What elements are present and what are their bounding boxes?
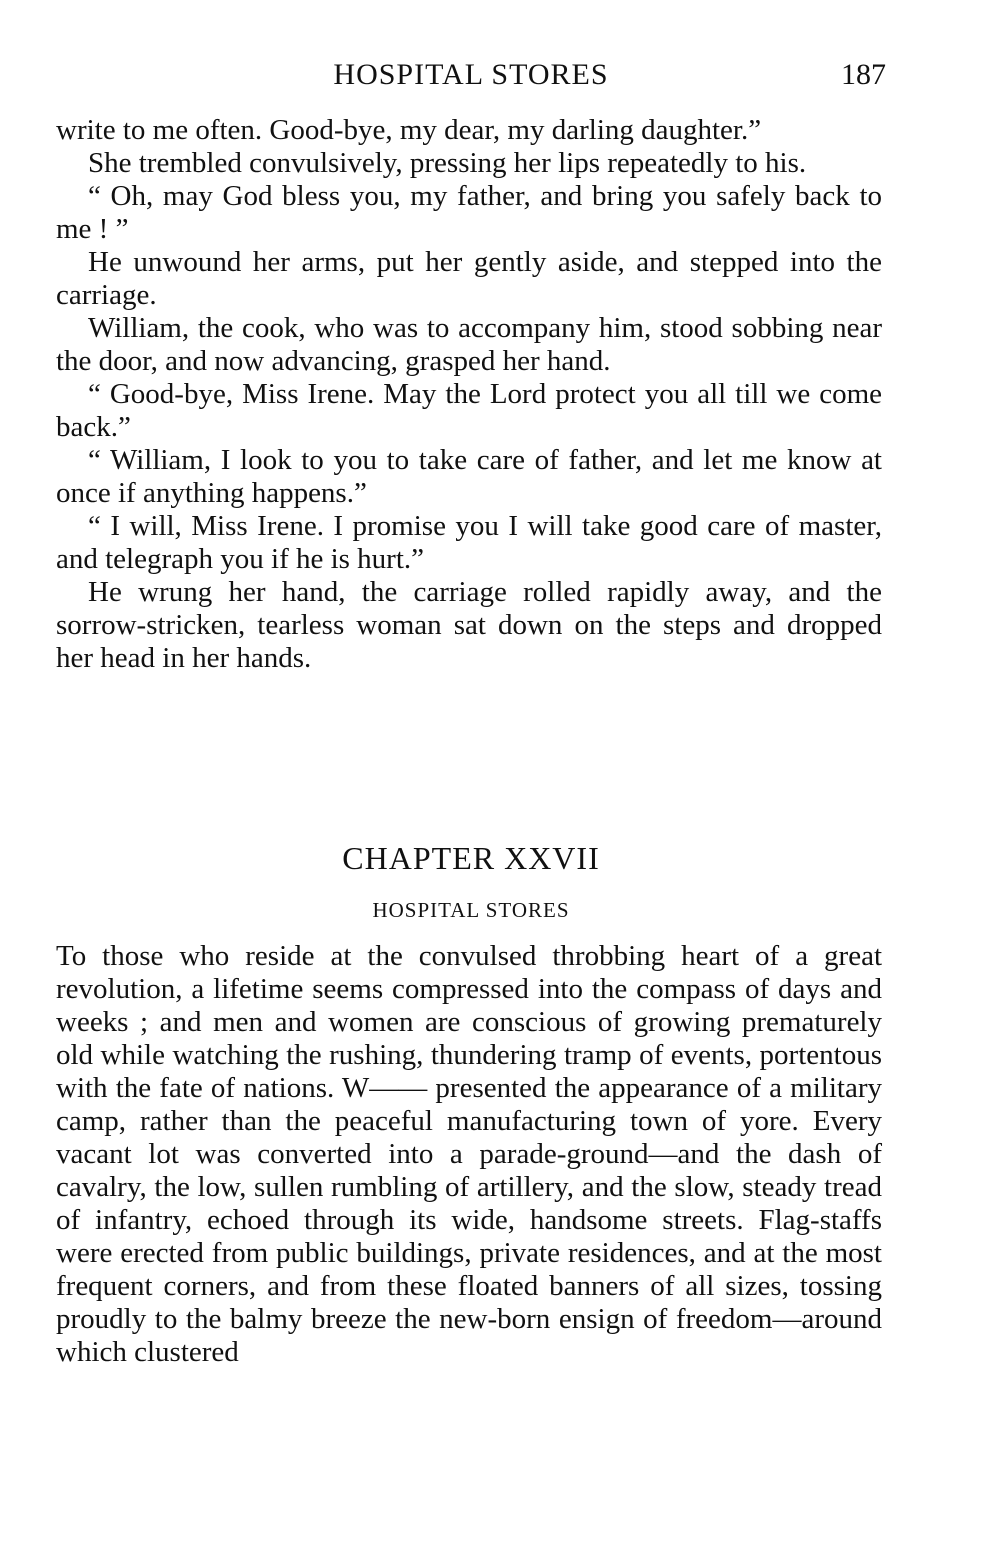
paragraph: “ I will, Miss Irene. I promise you I will take good care of master, and telegraph you if he is hurt.” xyxy=(56,510,882,575)
previous-chapter-text xyxy=(56,114,882,675)
chapter-subtitle: HOSPITAL STORES xyxy=(372,898,570,922)
running-title: HOSPITAL STORES xyxy=(333,58,609,91)
page-number: 187 xyxy=(841,58,886,91)
paragraph: William, the cook, who was to accompany him, stood sobbing near the door, and now advancing, grasped her hand. xyxy=(56,312,882,377)
paragraph: She trembled convulsively, pressing her lips repeatedly to his. xyxy=(88,147,807,179)
chapter-heading: CHAPTER XXVII xyxy=(342,840,600,876)
paragraph: “ Good-bye, Miss Irene. May the Lord protect you all till we come back.” xyxy=(56,378,882,443)
paragraph: He unwound her arms, put her gently aside, and stepped into the carriage. xyxy=(56,246,882,311)
chapter-opening-paragraph: To those who reside at the convulsed throbbing heart of a great revolution, a lifetime seems compressed into the compass of days and weeks ; and men and women are conscious of growing prematurely old while watching the rushing, thundering tramp of events, portentous with the fate of nations. W—— presented the appearance of a military camp, rather than the peaceful manufacturing town of yore. Every vacant lot was converted into a parade-ground—and the dash of cavalry, the low, sullen rumbling of artillery, and the slow, steady tread of infantry, echoed through its wide, handsome streets. Flag-staffs were erected from public buildings, private residences, and at the most frequent corners, and from these floated banners of all sizes, tossing proudly to the balmy breeze the new-born ensign of freedom—around which clustered xyxy=(56,940,882,1368)
paragraph: “ William, I look to you to take care of father, and let me know at once if anything happens.” xyxy=(56,444,882,509)
running-header xyxy=(56,58,886,98)
paragraph: “ Oh, may God bless you, my father, and bring you safely back to me ! ” xyxy=(56,180,882,245)
chapter-body xyxy=(56,940,882,1369)
paragraph: He wrung her hand, the carriage rolled rapidly away, and the sorrow-stricken, tearless woman sat down on the steps and dropped her head in her hands. xyxy=(56,576,882,674)
paragraph: write to me often. Good-bye, my dear, my darling daughter.” xyxy=(56,114,762,146)
